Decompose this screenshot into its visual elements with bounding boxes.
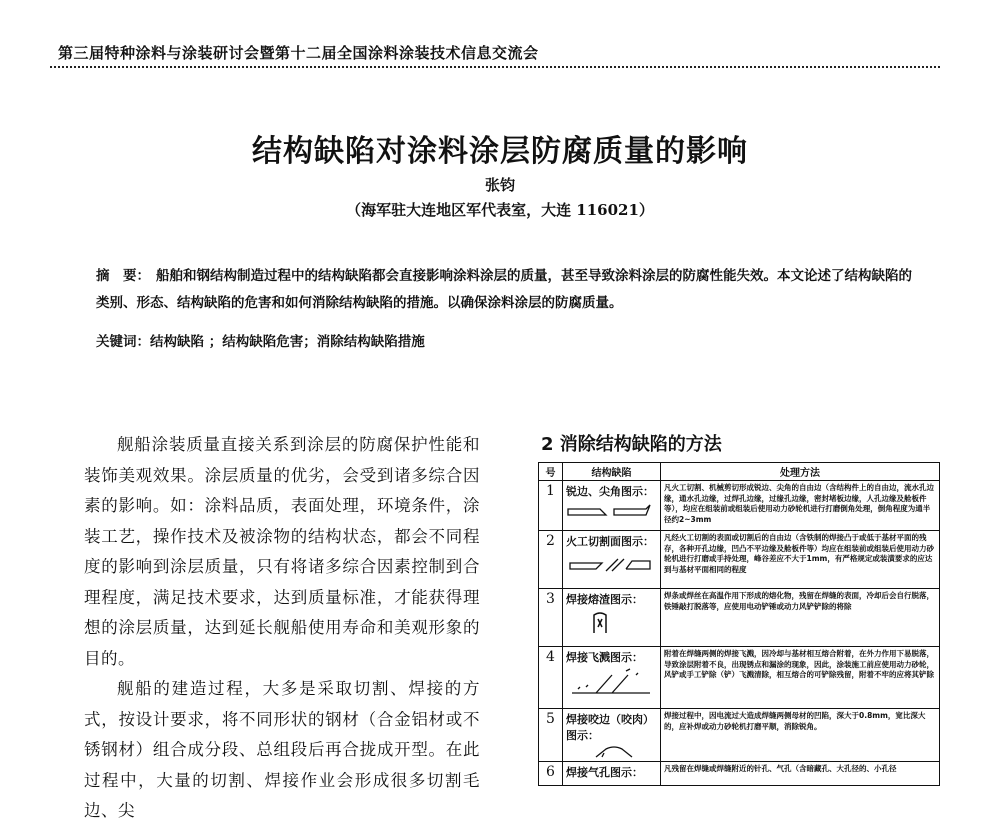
table-row bbox=[539, 709, 940, 762]
keywords bbox=[96, 330, 916, 350]
conference-header: 第三届特种涂料与涂装研讨会暨第十二届全国涂料涂装技术信息交流会 bbox=[58, 44, 539, 62]
method-cell: 焊接过程中，因电流过大造成焊缝两侧母材的凹陷，深大于0.8mm，宽比深大的，应补焊或动力砂轮机打磨平顺，消除锐角。 bbox=[661, 709, 940, 762]
defect-cell bbox=[563, 589, 661, 647]
table-row bbox=[539, 589, 940, 647]
header-divider bbox=[50, 66, 940, 68]
defect-label: 焊接气孔图示： bbox=[566, 766, 643, 779]
section-heading: 2 消除结构缺陷的方法 bbox=[541, 434, 722, 455]
method-cell: 凡火工切割、机械剪切形成锐边、尖角的自由边（含结构件上的自由边，流水孔边缘，通水孔边缘，过焊孔边缘，过缘孔边缘，密封堵板边缘，人孔边缘及舱板件等），均应在组装前或组装后使用动力砂轮机进行打磨倒角处理，倒角程度为通半径约2~3mm bbox=[661, 481, 940, 531]
row-number: 1 bbox=[539, 481, 563, 531]
sharp-edge-sketch bbox=[566, 501, 657, 523]
col-header-method: 处理方法 bbox=[661, 463, 940, 481]
paper-author: 张钧 bbox=[484, 176, 515, 194]
abstract bbox=[96, 263, 916, 317]
method-cell: 凡经火工切割的表面或切割后的自由边（含铁制的焊接凸于或低于基材平面的残存，各种开孔边缘，凹凸不平边缘及舱板件等）均应在组装前或组装后使用动力砂轮机进行打磨或手持处理，峰谷差应不大于1mm，有严格规定或装潢要求的应达到与基材平面相同的程度 bbox=[661, 531, 940, 589]
defect-cell bbox=[563, 647, 661, 709]
col-header-defect: 结构缺陷 bbox=[563, 463, 661, 481]
weld-slag-sketch bbox=[566, 609, 657, 635]
defect-label: 焊接飞溅图示： bbox=[566, 651, 643, 664]
flame-cut-sketch bbox=[566, 551, 657, 577]
paper-title: 结构缺陷对涂料涂层防腐质量的影响 bbox=[252, 134, 748, 169]
defect-cell bbox=[563, 709, 661, 762]
defect-cell bbox=[563, 481, 661, 531]
abstract-text: 船舶和钢结构制造过程中的结构缺陷都会直接影响涂料涂层的质量，甚至导致涂料涂层的防腐性能失效。本文论述了结构缺陷的类别、形态、结构缺陷的危害和如何消除结构缺陷的措施。以确保涂料涂层的防腐质量。 bbox=[96, 268, 912, 311]
undercut-sketch bbox=[566, 745, 657, 759]
method-cell: 焊条或焊丝在高温作用下形成的熔化物，残留在焊缝的表面，冷却后会自行脱落，铁锤敲打脱落等，应使用电动铲锤或动力风铲铲除的将除 bbox=[661, 589, 940, 647]
defect-methods-table bbox=[538, 462, 940, 786]
paper-affiliation: （海军驻大连地区军代表室，大连 116021） bbox=[346, 201, 654, 219]
defect-label: 焊接咬边（咬肉）图示： bbox=[566, 713, 654, 742]
body-paragraph-1: 舰船涂装质量直接关系到涂层的防腐保护性能和装饰美观效果。涂层质量的优劣，会受到诸多综合因素的影响。如：涂料品质，表面处理，环境条件，涂装工艺，操作技术及被涂物的结构状态，都会不同程度的影响到涂层质量，只有将诸多综合因素控制到合理程度，满足技术要求，达到质量标准，才能获得理想的涂层质量，达到延长舰船使用寿命和美观形象的目的。 bbox=[84, 435, 480, 668]
defect-label: 焊接熔渣图示： bbox=[566, 593, 643, 606]
body-paragraph-2: 舰船的建造过程，大多是采取切割、焊接的方式，按设计要求，将不同形状的钢材（合金铝材或不锈钢材）组合成分段、总组段后再合拢成开型。在此过程中，大量的切割、焊接作业会形成很多切割毛边、尖 bbox=[84, 679, 480, 820]
abstract-label: 摘 要： bbox=[96, 268, 150, 284]
table-row bbox=[539, 531, 940, 589]
keywords-label: 关键词： bbox=[96, 334, 150, 350]
table-row bbox=[539, 647, 940, 709]
defect-label: 火工切割面图示： bbox=[566, 535, 654, 548]
table-row bbox=[539, 762, 940, 786]
row-number: 4 bbox=[539, 647, 563, 709]
col-header-number: 号 bbox=[539, 463, 563, 481]
row-number: 2 bbox=[539, 531, 563, 589]
defect-cell bbox=[563, 762, 661, 786]
defect-cell bbox=[563, 531, 661, 589]
row-number: 5 bbox=[539, 709, 563, 762]
method-cell: 附着在焊缝两侧的焊接飞溅，因冷却与基材相互熔合附着，在外力作用下易脱落，导致涂层附着不良，出现锈点和漏涂的现象，因此，涂装施工前应使用动力砂轮，风铲或手工铲除（铲）飞溅清除，相互熔合的可铲除残留，附着不牢的应将其铲除 bbox=[661, 647, 940, 709]
defect-label: 锐边、尖角图示： bbox=[566, 485, 654, 498]
body-left-column bbox=[84, 430, 480, 827]
table-header-row bbox=[539, 463, 940, 481]
method-cell: 凡残留在焊缝或焊缝附近的针孔、气孔（含暗藏孔、大孔径的、小孔径 bbox=[661, 762, 940, 786]
row-number: 6 bbox=[539, 762, 563, 786]
table-row bbox=[539, 481, 940, 531]
weld-spatter-sketch bbox=[566, 667, 657, 697]
keywords-text: 结构缺陷 ；结构缺陷危害；消除结构缺陷措施 bbox=[150, 334, 425, 350]
row-number: 3 bbox=[539, 589, 563, 647]
